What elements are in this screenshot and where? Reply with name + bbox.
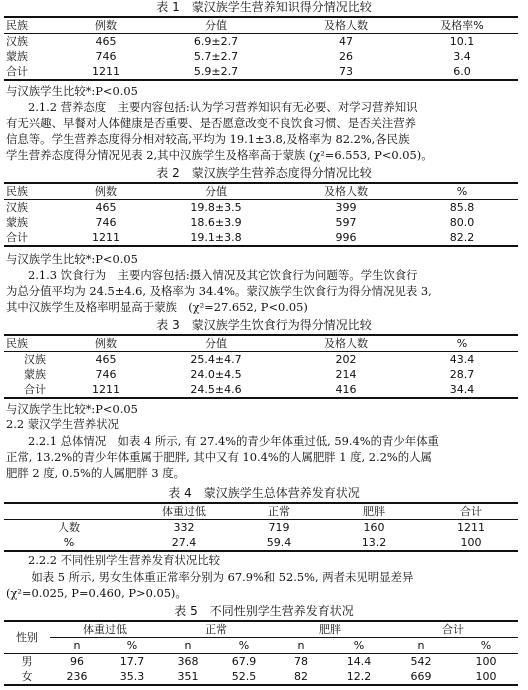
table5-header: 性别 [4, 621, 50, 654]
table-row [4, 535, 518, 551]
table-row [4, 352, 518, 368]
table3-header: % [406, 335, 518, 352]
table4 [4, 502, 518, 552]
table-cell: 男 [21, 655, 33, 668]
table-cell: 蒙族 [6, 216, 28, 229]
table-row [4, 215, 518, 230]
table4-header: 肥胖 [324, 503, 424, 520]
table5-header: 体重过低 [50, 621, 160, 638]
table5-subheader: n [50, 638, 104, 654]
section-2-1-3 [6, 267, 520, 315]
table-cell: 10.1 [449, 35, 475, 48]
table-cell: 47 [339, 35, 353, 48]
table-cell: 26 [339, 50, 353, 63]
table-cell: 合计 [4, 382, 66, 398]
table2-header-row [4, 183, 518, 200]
table-cell: 1211 [66, 230, 146, 246]
table5-header: 合计 [388, 621, 518, 638]
table-row [4, 654, 518, 670]
table-cell: 96 [70, 655, 84, 668]
paragraph-line: 2.2.1 总体情况 如表 4 所示, 有 27.4%的青少年体重过低, 59.4%的青少年体重 [28, 434, 439, 448]
table5-subheader: % [454, 638, 518, 654]
table-cell: 236 [50, 669, 104, 685]
table-cell: 19.8±3.5 [190, 201, 242, 214]
table-cell: 18.6±3.9 [190, 216, 242, 229]
table-cell: 12.2 [330, 669, 388, 685]
table-cell: 214 [335, 368, 357, 381]
paragraph-line: 为总分值平均为 24.5±4.6, 及格率为 34.4%。蒙汉族学生饮食行为得分情况见表 3, [6, 284, 432, 298]
table4-header: 正常 [234, 503, 324, 520]
table-cell: 合计 [4, 64, 66, 80]
table-cell: 59.4 [234, 535, 324, 551]
table5-subheader: % [330, 638, 388, 654]
table-cell: 100 [475, 655, 497, 668]
table-cell: 202 [335, 353, 357, 366]
table-cell: 597 [335, 216, 357, 229]
table5-header: 肥胖 [272, 621, 388, 638]
table-cell: 24.0±4.5 [190, 368, 242, 381]
paragraph-line: (χ²=0.025, P=0.460, P>0.05)。 [6, 586, 187, 600]
table3-caption: 表 3 蒙汉族学生饮食行为得分情况比较 [156, 318, 372, 332]
table3-header: 例数 [66, 335, 146, 352]
table-cell: 73 [286, 64, 406, 80]
section-2-2-heading: 2.2 蒙汉学生营养状况 [6, 417, 119, 431]
section-2-2-1 [6, 433, 520, 481]
table1-caption: 表 1 蒙汉族学生营养知识得分情况比较 [156, 0, 372, 14]
table-cell: 399 [335, 201, 357, 214]
table-cell: % [4, 535, 134, 551]
table2-header: 民族 [4, 183, 66, 200]
table3-header: 民族 [4, 335, 66, 352]
table-cell: 合计 [4, 230, 66, 246]
table-row [4, 64, 518, 80]
table3-header: 分值 [146, 335, 286, 352]
table-cell: 1211 [66, 382, 146, 398]
table2-note: 与汉族学生比较*:P<0.05 [6, 252, 138, 266]
table-cell: 1211 [457, 521, 485, 534]
table-cell: 17.7 [119, 655, 145, 668]
paragraph-line: 有无兴趣、早餐对人体健康是否重要、是否愿意改变不良饮食习惯、是否关注营养 [6, 116, 417, 130]
table3-header-row [4, 335, 518, 352]
section-2-2-2-heading: 2.2.2 不同性别学生营养发育状况比较 [28, 553, 221, 567]
table-cell: 34.4 [406, 382, 518, 398]
table-cell: 100 [454, 669, 518, 685]
table-cell: 43.4 [449, 353, 475, 366]
table-cell: 85.8 [449, 201, 475, 214]
table-cell: 351 [160, 669, 216, 685]
table-cell: 5.9±2.7 [146, 64, 286, 80]
table1-note: 与汉族学生比较*:P<0.05 [6, 84, 138, 98]
table-cell: 19.1±3.8 [146, 230, 286, 246]
table-cell: 465 [95, 353, 117, 366]
table-cell: 人数 [58, 521, 80, 534]
table1-header: 分值 [146, 17, 286, 34]
table2-header: % [406, 183, 518, 200]
table-cell: 78 [294, 655, 308, 668]
table5-subheader: n [388, 638, 454, 654]
table-cell: 6.9±2.7 [193, 35, 239, 48]
section-2-2-2 [6, 569, 520, 601]
table-cell: 332 [173, 521, 195, 534]
table5-subheader: % [216, 638, 272, 654]
paragraph-line: 学生营养态度得分情况见表 2,其中汉族学生及格率高于蒙族 (χ²=6.553, P<0.05)。 [6, 148, 433, 162]
table-cell: 蒙族 [6, 50, 28, 63]
table-cell: 蒙族 [24, 368, 46, 381]
paragraph-line: 其中汉族学生及格率明显高于蒙族 (χ²=27.652, P<0.05) [6, 300, 308, 314]
table1-header-row [4, 17, 518, 34]
table-cell: 52.5 [216, 669, 272, 685]
table-row [4, 520, 518, 536]
table-row [4, 230, 518, 246]
table-cell: 27.4 [134, 535, 234, 551]
table-cell: 416 [286, 382, 406, 398]
table-cell: 25.4±4.7 [190, 353, 242, 366]
table-cell: 368 [177, 655, 199, 668]
table-cell: 6.0 [406, 64, 518, 80]
table-cell: 汉族 [6, 35, 28, 48]
table-cell: 5.7±2.7 [193, 50, 239, 63]
table-cell: 82 [272, 669, 330, 685]
table-cell: 719 [268, 521, 290, 534]
table-cell: 女 [4, 669, 50, 685]
table1-header: 例数 [66, 17, 146, 34]
table1-header: 及格率% [406, 17, 518, 34]
table2-caption: 表 2 蒙汉族学生营养态度得分情况比较 [156, 166, 372, 180]
table-cell: 3.4 [453, 50, 471, 63]
table1 [4, 16, 518, 81]
table-cell: 13.2 [324, 535, 424, 551]
table5-sub-header-row [4, 638, 518, 654]
table-cell: 100 [424, 535, 518, 551]
table-cell: 35.3 [104, 669, 160, 685]
paragraph-line: 2.1.3 饮食行为 主要内容包括:摄入情况及其它饮食行为问题等。学生饮食行 [28, 268, 418, 282]
section-2-1-2 [6, 99, 520, 163]
table-cell: 28.7 [449, 368, 475, 381]
table-cell: 746 [95, 50, 117, 63]
table-cell: 465 [95, 35, 117, 48]
table2-header: 例数 [66, 183, 146, 200]
table-cell: 汉族 [24, 353, 46, 366]
table-row [4, 49, 518, 64]
table-cell: 465 [95, 201, 117, 214]
table-cell: 67.9 [231, 655, 257, 668]
paragraph-line: 正常, 13.2%的青少年体重属于肥胖, 其中又有 10.4%的人属肥胖 1 度, 2.2%的人属 [6, 450, 432, 464]
table-row [4, 669, 518, 685]
table3-header: 及格人数 [286, 335, 406, 352]
table5-subheader: % [104, 638, 160, 654]
table4-header-row [4, 503, 518, 520]
table4-caption: 表 4 蒙汉族学生总体营养发育状况 [168, 486, 360, 500]
table1-header: 民族 [4, 17, 66, 34]
table-cell: 汉族 [6, 201, 28, 214]
table4-header: 合计 [424, 503, 518, 520]
table5-group-header-row [4, 621, 518, 638]
table5-subheader: n [272, 638, 330, 654]
table2-header: 分值 [146, 183, 286, 200]
table-cell: 82.2 [406, 230, 518, 246]
table-row [4, 367, 518, 382]
table2 [4, 182, 518, 247]
table5-header: 正常 [160, 621, 272, 638]
paragraph-line: 如表 5 所示, 男女生体重正常率分别为 67.9%和 52.5%, 两者未见明显差异 [20, 570, 414, 584]
table5-caption: 表 5 不同性别学生营养发育状况 [174, 604, 354, 618]
table5-subheader: n [160, 638, 216, 654]
table-cell: 80.0 [449, 216, 475, 229]
paragraph-line: 肥胖 2 度, 0.5%的人属肥胖 3 度。 [6, 466, 186, 480]
table-cell: 746 [95, 368, 117, 381]
table4-header: 体重过低 [134, 503, 234, 520]
paragraph-line: 信息等。学生营养态度得分相对较高,平均为 19.1±3.8,及格率为 82.2%,各民族 [6, 132, 410, 146]
table4-header [4, 503, 134, 520]
table-cell: 669 [388, 669, 454, 685]
table-cell: 160 [363, 521, 385, 534]
table-cell: 14.4 [346, 655, 372, 668]
table3 [4, 334, 518, 399]
table-row [4, 34, 518, 50]
table1-header: 及格人数 [286, 17, 406, 34]
paragraph-line: 2.1.2 营养态度 主要内容包括:认为学习营养知识有无必要、对学习营养知识 [28, 100, 418, 114]
table-cell: 1211 [66, 64, 146, 80]
table-cell: 746 [95, 216, 117, 229]
table5 [4, 620, 518, 686]
table-cell: 542 [410, 655, 432, 668]
table-row [4, 382, 518, 398]
table-row [4, 200, 518, 216]
table-cell: 996 [286, 230, 406, 246]
table2-header: 及格人数 [286, 183, 406, 200]
table3-note: 与汉族学生比较*:P<0.05 [6, 402, 138, 416]
table-cell: 24.5±4.6 [146, 382, 286, 398]
